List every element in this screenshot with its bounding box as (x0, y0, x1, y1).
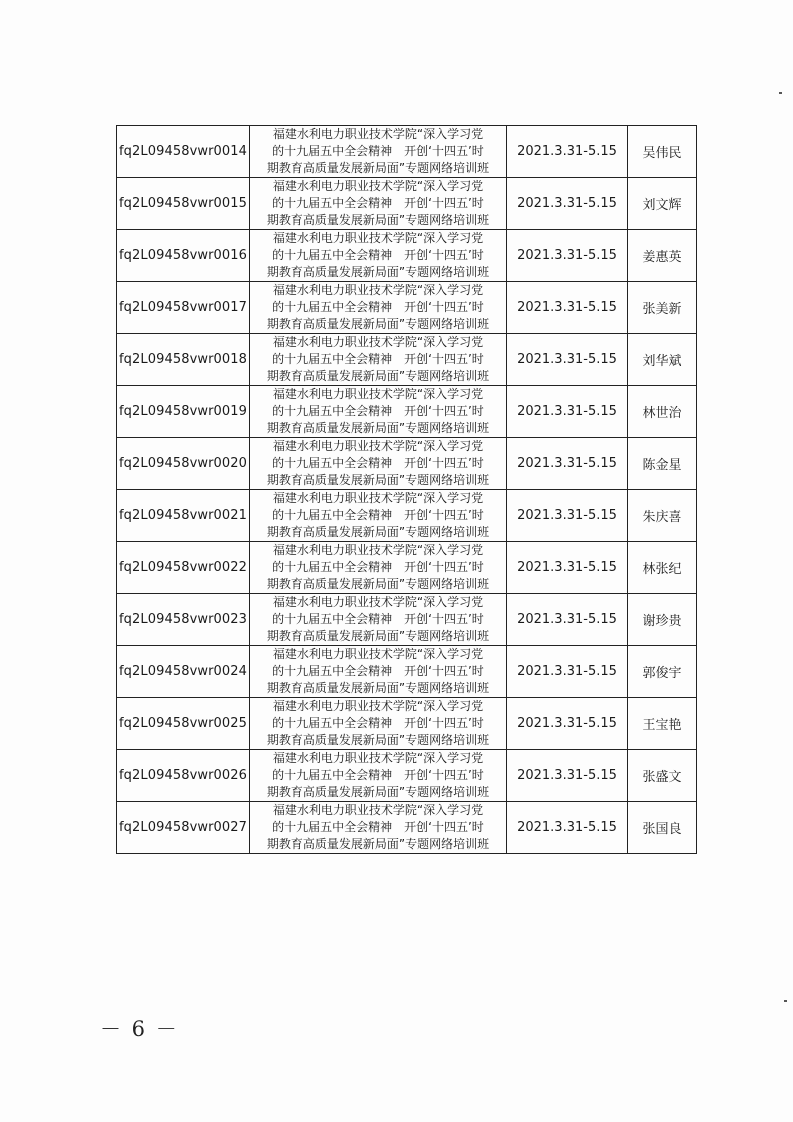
training-date-cell: 2021.3.31-5.15 (507, 386, 628, 438)
course-name-line: 期教育高质量发展新局面”专题网络培训班 (266, 421, 490, 435)
scan-speck (779, 92, 782, 94)
certificate-id-cell: fq2L09458vwr0016 (117, 230, 250, 282)
training-date-cell: 2021.3.31-5.15 (507, 126, 628, 178)
course-name-line: 的十九届五中全会精神 开创‘十四五’时 (272, 768, 484, 782)
course-name-line: 的十九届五中全会精神 开创‘十四五’时 (272, 144, 484, 158)
course-name-cell (250, 802, 507, 854)
course-name-line: 福建水利电力职业技术学院“深入学习党 (272, 803, 484, 817)
trainee-name-cell: 谢珍贵 (628, 594, 697, 646)
table-row (117, 282, 697, 334)
table-row (117, 698, 697, 750)
training-date-cell: 2021.3.31-5.15 (507, 750, 628, 802)
trainee-name-cell: 朱庆喜 (628, 490, 697, 542)
course-name-line: 的十九届五中全会精神 开创‘十四五’时 (272, 456, 484, 470)
course-name-line: 的十九届五中全会精神 开创‘十四五’时 (272, 508, 484, 522)
certificate-id-cell: fq2L09458vwr0023 (117, 594, 250, 646)
certificate-id-cell: fq2L09458vwr0026 (117, 750, 250, 802)
training-date-cell: 2021.3.31-5.15 (507, 490, 628, 542)
course-name-line: 期教育高质量发展新局面”专题网络培训班 (266, 161, 490, 175)
course-name-cell (250, 698, 507, 750)
course-name-line: 期教育高质量发展新局面”专题网络培训班 (266, 369, 490, 383)
course-name-cell (250, 334, 507, 386)
course-name-line: 福建水利电力职业技术学院“深入学习党 (272, 647, 484, 661)
certificate-id-cell: fq2L09458vwr0021 (117, 490, 250, 542)
table-row (117, 490, 697, 542)
course-name-line: 期教育高质量发展新局面”专题网络培训班 (266, 629, 490, 643)
course-name-cell (250, 646, 507, 698)
training-date-cell: 2021.3.31-5.15 (507, 334, 628, 386)
trainee-name-cell: 张盛文 (628, 750, 697, 802)
training-date-cell: 2021.3.31-5.15 (507, 438, 628, 490)
certificate-id-cell: fq2L09458vwr0027 (117, 802, 250, 854)
table-row (117, 802, 697, 854)
course-name-line: 期教育高质量发展新局面”专题网络培训班 (266, 265, 490, 279)
table-body (117, 126, 697, 854)
table-row (117, 178, 697, 230)
course-name-line: 的十九届五中全会精神 开创‘十四五’时 (272, 300, 484, 314)
certificate-id-cell: fq2L09458vwr0024 (117, 646, 250, 698)
course-name-cell (250, 230, 507, 282)
certificate-id-cell: fq2L09458vwr0017 (117, 282, 250, 334)
trainee-name-cell: 郭俊宇 (628, 646, 697, 698)
course-name-line: 期教育高质量发展新局面”专题网络培训班 (266, 213, 490, 227)
trainee-name-cell: 姜惠英 (628, 230, 697, 282)
course-name-line: 福建水利电力职业技术学院“深入学习党 (272, 751, 484, 765)
certificate-id-cell: fq2L09458vwr0018 (117, 334, 250, 386)
course-name-line: 期教育高质量发展新局面”专题网络培训班 (266, 837, 490, 851)
course-name-line: 福建水利电力职业技术学院“深入学习党 (272, 335, 484, 349)
course-name-line: 期教育高质量发展新局面”专题网络培训班 (266, 785, 490, 799)
table-row (117, 438, 697, 490)
course-name-cell (250, 490, 507, 542)
course-name-line: 的十九届五中全会精神 开创‘十四五’时 (272, 248, 484, 262)
table-row (117, 594, 697, 646)
course-name-line: 的十九届五中全会精神 开创‘十四五’时 (272, 352, 484, 366)
table-row (117, 750, 697, 802)
trainee-name-cell: 林世治 (628, 386, 697, 438)
course-name-line: 的十九届五中全会精神 开创‘十四五’时 (272, 404, 484, 418)
certificate-id-cell: fq2L09458vwr0014 (117, 126, 250, 178)
course-name-line: 福建水利电力职业技术学院“深入学习党 (272, 283, 484, 297)
table-row (117, 334, 697, 386)
training-date-cell: 2021.3.31-5.15 (507, 230, 628, 282)
training-certificate-table (116, 125, 697, 854)
certificate-id-cell: fq2L09458vwr0025 (117, 698, 250, 750)
course-name-line: 福建水利电力职业技术学院“深入学习党 (272, 439, 484, 453)
course-name-cell (250, 126, 507, 178)
course-name-line: 福建水利电力职业技术学院“深入学习党 (272, 179, 484, 193)
course-name-line: 福建水利电力职业技术学院“深入学习党 (272, 231, 484, 245)
course-name-line: 福建水利电力职业技术学院“深入学习党 (272, 491, 484, 505)
page-number: － 6 － (100, 1017, 179, 1041)
scan-speck (784, 1000, 787, 1002)
course-name-line: 的十九届五中全会精神 开创‘十四五’时 (272, 716, 484, 730)
course-name-line: 期教育高质量发展新局面”专题网络培训班 (266, 317, 490, 331)
course-name-cell (250, 750, 507, 802)
course-name-cell (250, 178, 507, 230)
course-name-line: 的十九届五中全会精神 开创‘十四五’时 (272, 612, 484, 626)
course-name-line: 的十九届五中全会精神 开创‘十四五’时 (272, 664, 484, 678)
course-name-cell (250, 542, 507, 594)
training-date-cell: 2021.3.31-5.15 (507, 802, 628, 854)
table-row (117, 126, 697, 178)
course-name-line: 期教育高质量发展新局面”专题网络培训班 (266, 525, 490, 539)
certificate-id-cell: fq2L09458vwr0019 (117, 386, 250, 438)
training-date-cell: 2021.3.31-5.15 (507, 542, 628, 594)
course-name-line: 福建水利电力职业技术学院“深入学习党 (272, 699, 484, 713)
trainee-name-cell: 张国良 (628, 802, 697, 854)
course-name-line: 期教育高质量发展新局面”专题网络培训班 (266, 733, 490, 747)
training-date-cell: 2021.3.31-5.15 (507, 646, 628, 698)
course-name-cell (250, 386, 507, 438)
trainee-name-cell: 吴伟民 (628, 126, 697, 178)
training-date-cell: 2021.3.31-5.15 (507, 594, 628, 646)
course-name-line: 的十九届五中全会精神 开创‘十四五’时 (272, 196, 484, 210)
certificate-id-cell: fq2L09458vwr0022 (117, 542, 250, 594)
trainee-name-cell: 刘华斌 (628, 334, 697, 386)
course-name-line: 福建水利电力职业技术学院“深入学习党 (272, 543, 484, 557)
table-row (117, 646, 697, 698)
training-date-cell: 2021.3.31-5.15 (507, 282, 628, 334)
course-name-cell (250, 438, 507, 490)
course-name-cell (250, 282, 507, 334)
table-row (117, 542, 697, 594)
course-name-line: 期教育高质量发展新局面”专题网络培训班 (266, 681, 490, 695)
course-name-line: 福建水利电力职业技术学院“深入学习党 (272, 387, 484, 401)
course-name-cell (250, 594, 507, 646)
training-date-cell: 2021.3.31-5.15 (507, 698, 628, 750)
course-name-line: 的十九届五中全会精神 开创‘十四五’时 (272, 560, 484, 574)
trainee-name-cell: 刘文辉 (628, 178, 697, 230)
certificate-id-cell: fq2L09458vwr0015 (117, 178, 250, 230)
certificate-id-cell: fq2L09458vwr0020 (117, 438, 250, 490)
course-name-line: 福建水利电力职业技术学院“深入学习党 (272, 127, 484, 141)
course-name-line: 期教育高质量发展新局面”专题网络培训班 (266, 473, 490, 487)
trainee-name-cell: 陈金星 (628, 438, 697, 490)
course-name-line: 期教育高质量发展新局面”专题网络培训班 (266, 577, 490, 591)
course-name-line: 的十九届五中全会精神 开创‘十四五’时 (272, 820, 484, 834)
training-date-cell: 2021.3.31-5.15 (507, 178, 628, 230)
table-row (117, 230, 697, 282)
course-name-line: 福建水利电力职业技术学院“深入学习党 (272, 595, 484, 609)
trainee-name-cell: 王宝艳 (628, 698, 697, 750)
trainee-name-cell: 林张纪 (628, 542, 697, 594)
table-row (117, 386, 697, 438)
trainee-name-cell: 张美新 (628, 282, 697, 334)
